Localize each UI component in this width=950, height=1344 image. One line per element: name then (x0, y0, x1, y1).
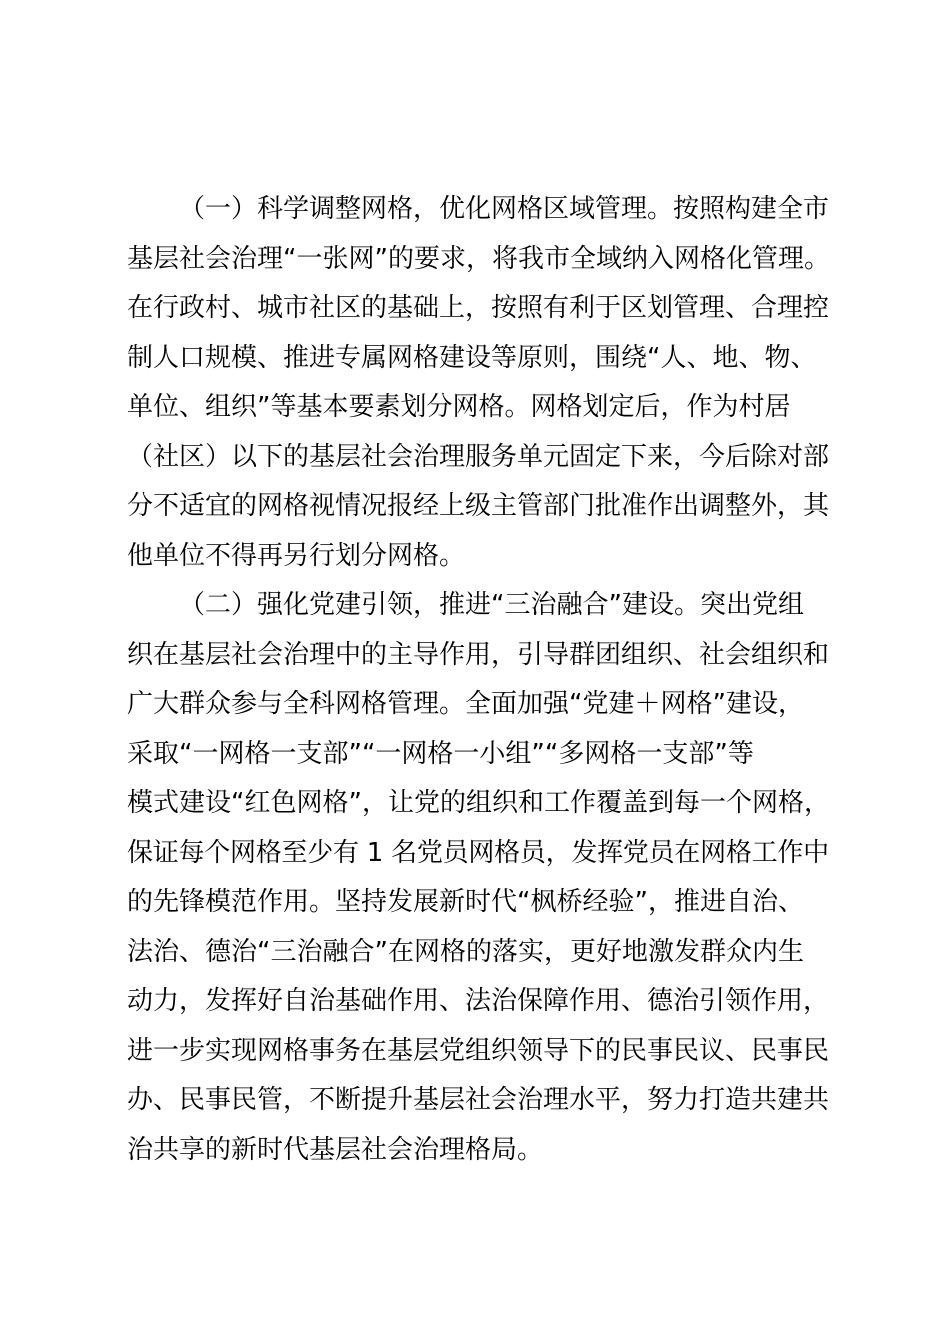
paragraph-line: 织在基层社会治理中的主导作用，引导群团组织、社会组织和 (127, 639, 830, 670)
document-body (127, 185, 832, 1175)
paragraph-line: 的先锋模范作用。坚持发展新时代“枫桥经验”，推进自治、 (127, 887, 804, 917)
paragraph-line: 保证每个网格至少有 1 名党员网格员，发挥党员在网格工作中 (127, 837, 829, 868)
paragraph-line: 治共享的新时代基层社会治理格局。 (127, 1134, 544, 1165)
paragraph-line: 进一步实现网格事务在基层党组织领导下的民事民议、民事民 (127, 1035, 830, 1066)
paragraph-line: 基层社会治理“一张网”的要求，将我市全域纳入网格化管理。 (127, 243, 830, 274)
paragraph-line: 他单位不得再另行划分网格。 (127, 540, 466, 571)
paragraph-line: （二）强化党建引领，推进“三治融合”建设。突出党组 (179, 590, 804, 620)
paragraph-line: 分不适宜的网格视情况报经上级主管部门批准作出调整外，其 (127, 491, 830, 521)
paragraph-line: （社区）以下的基层社会治理服务单元固定下来，今后除对部 (127, 441, 830, 472)
paragraph-line: 法治、德治“三治融合”在网格的落实，更好地激发群众内生 (127, 936, 804, 967)
paragraph-line: （一）科学调整网格，优化网格区域管理。按照构建全市 (179, 194, 830, 224)
paragraph-line: 采取“一网格一支部”“一网格一小组”“多网格一支部”等 (127, 738, 754, 769)
paragraph-1 (127, 185, 832, 581)
paragraph-line: 模式建设“红色网格”，让党的组织和工作覆盖到每一个网格， (127, 788, 830, 818)
paragraph-line: 制人口规模、推进专属网格建设等原则，围绕“人、地、物、 (127, 342, 817, 373)
paragraph-line: 动力，发挥好自治基础作用、法治保障作用、德治引领作用， (127, 986, 830, 1016)
paragraph-line: 办、民事民管，不断提升基层社会治理水平，努力打造共建共 (127, 1085, 830, 1115)
paragraph-line: 广大群众参与全科网格管理。全面加强“党建＋网格”建设， (127, 689, 804, 719)
paragraph-2 (127, 581, 832, 1175)
paragraph-line: 在行政村、城市社区的基础上，按照有利于区划管理、合理控 (127, 293, 830, 323)
paragraph-line: 单位、组织”等基本要素划分网格。网格划定后，作为村居 (127, 392, 791, 422)
